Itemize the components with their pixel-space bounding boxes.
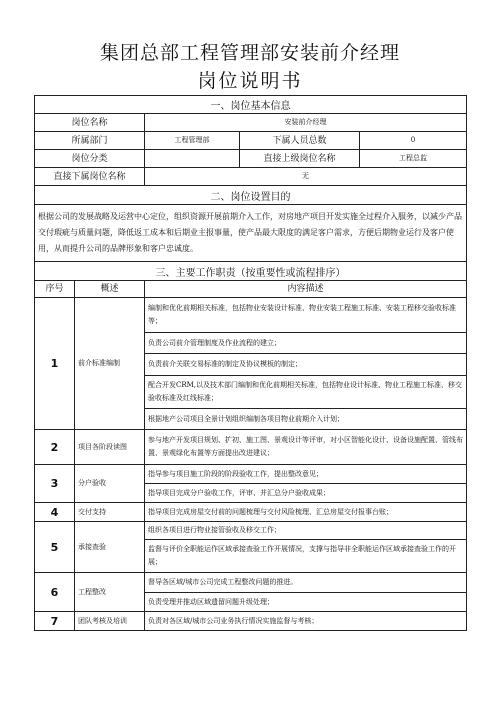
duty-description: 负责对各区域/城市公司业务执行情况实施监督与考核； (145, 612, 467, 631)
duty-description: 指导项目完成房屋交付前的问题梳理与交付风险梳理、汇总房屋交付报事台账； (145, 503, 467, 522)
department-value: 工程管理部 (145, 132, 240, 150)
duty-row (35, 503, 467, 522)
category-value (145, 150, 240, 168)
direct-subordinate-value: 无 (145, 168, 467, 186)
duty-summary: 团队考核及培训 (75, 612, 145, 631)
duty-description: 编制和优化前期相关标准，包括物业安装设计标准、物业安装工程施工标准、安装工程移交验收标准等； (145, 298, 467, 333)
duty-description: 督导各区域/城市公司完成工程整改问题的推进。 (145, 573, 467, 593)
duty-row (35, 298, 467, 333)
purpose-text: 根据公司的发展战略及运营中心定位，组织资源开展前期介入工作，对房地产项目开发实施全过程介入服务，以减少产品交付瑕疵与质量问题，降低返工成本和后期业主报事量，使产品最大限度的满足客户需求，方便后期物业运行及客户使用，从而提升公司的品牌形象和客户忠诚度。 (35, 205, 467, 262)
position-name-value: 安装前介经理 (145, 114, 467, 132)
duty-row (35, 573, 467, 593)
duty-summary: 分户验收 (75, 465, 145, 503)
duty-description: 根据地产公司项目全景计划组织编制各项目物业前期介入计划； (145, 409, 467, 430)
duty-number: 6 (35, 573, 75, 612)
duty-number: 4 (35, 503, 75, 522)
category-label: 岗位分类 (35, 150, 145, 168)
column-header-description: 内容描述 (145, 281, 467, 298)
position-name-label: 岗位名称 (35, 114, 145, 132)
duty-number: 2 (35, 430, 75, 465)
duty-description: 负责公司前介管理制度及作业流程的建立； (145, 333, 467, 354)
duty-number: 1 (35, 298, 75, 430)
superior-value: 工程总监 (360, 150, 467, 168)
duty-description: 配合开发CRM,以及技术部门编制和优化前期相关标准，包括物业设计标准、物业工程施工标准、移交验收标准及红线标准； (145, 376, 467, 409)
duty-number: 5 (35, 522, 75, 573)
duty-row (35, 522, 467, 540)
duty-row (35, 430, 467, 465)
superior-label: 直接上级岗位名称 (240, 150, 360, 168)
column-header-no: 序号 (35, 281, 75, 298)
duty-number: 7 (35, 612, 75, 631)
duty-summary: 工程整改 (75, 573, 145, 612)
duty-summary: 项目各阶段读图 (75, 430, 145, 465)
document-title: 集团总部工程管理部安装前介经理 (99, 42, 400, 64)
duty-description: 指导项目完成分户验收工作，评审、并汇总分户验收成果； (145, 484, 467, 503)
section-duties: 三、主要工作职责（按重要性或流程排序） (35, 262, 467, 281)
duty-description: 负责受理并推动区域遗留问题升级处理； (145, 593, 467, 612)
duty-summary: 交付支持 (75, 503, 145, 522)
duty-description: 指导参与项目施工阶段的阶段验收工作，提出整改意见； (145, 465, 467, 484)
duty-row (35, 612, 467, 631)
subordinates-value: 0 (360, 132, 467, 150)
column-header-summary: 概述 (75, 281, 145, 298)
job-description-table (34, 95, 466, 631)
duty-number: 3 (35, 465, 75, 503)
duty-row (35, 465, 467, 484)
duty-summary: 前介标准编制 (75, 298, 145, 430)
duty-description: 参与地产开发项目规划、扩初、施工图、景观设计等评审，对小区智能化设计、设备设施配置、管线布置、景观绿化布置等方面提出改进建议； (145, 430, 467, 465)
subordinates-label: 下属人员总数 (240, 132, 360, 150)
duty-summary: 承接查验 (75, 522, 145, 573)
section-basic-info: 一、岗位基本信息 (35, 96, 467, 114)
duty-description: 组织各项目进行物业接管验收及移交工作； (145, 522, 467, 540)
section-purpose: 二、岗位设置目的 (35, 186, 467, 205)
duty-description: 负责前介关联交易标准的制定及协议模板的制定； (145, 354, 467, 376)
duty-description: 监督与评价全职能运作区域承接查验工作开展情况，支撑与指导非全职能运作区域承接查验工作的开展； (145, 540, 467, 573)
department-label: 所属部门 (35, 132, 145, 150)
direct-subordinate-label: 直接下属岗位名称 (35, 168, 145, 186)
document-subtitle: 岗位说明书 (197, 70, 303, 92)
